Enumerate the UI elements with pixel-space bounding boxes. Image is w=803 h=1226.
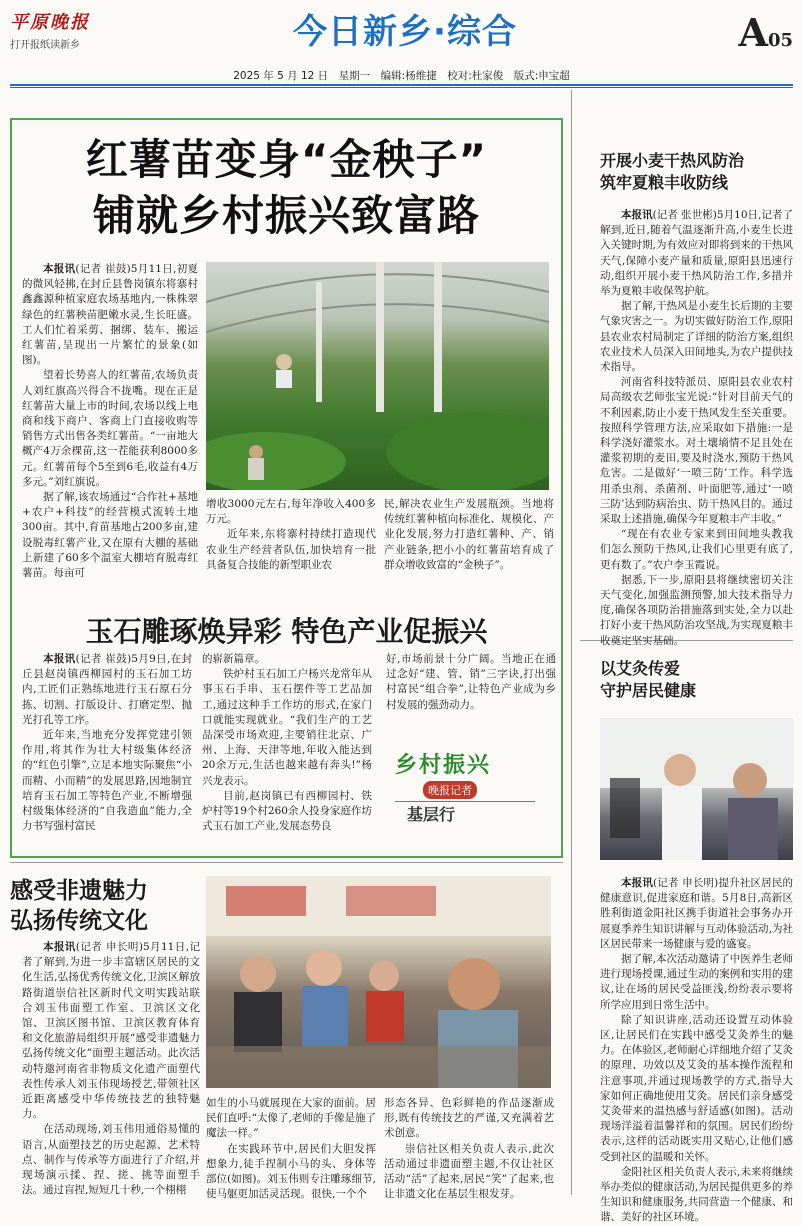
moxibustion-photo-illustration xyxy=(600,718,793,860)
byline: (记者 崔鼓) xyxy=(75,263,131,275)
paragraph: 5月9日,在封丘县赵岗镇西柳园村的玉石加工坊内,工匠们正熟练地进行玉石原石分拣、切割、打版设计、打磨定型、抛光打孔等工序。 xyxy=(22,653,193,726)
column-divider xyxy=(571,90,572,1195)
badge-tag: 晚报记者 xyxy=(423,781,477,799)
jade-story-col1 xyxy=(22,652,192,834)
paragraph: 增收3000元左右,每年净收入400多万元。 xyxy=(206,498,376,526)
dateline-tag: 本报讯 xyxy=(43,263,76,275)
newspaper-name: 平原晚报 xyxy=(10,12,90,33)
paragraph: 河南省科技特派员、原阳县农业农村局高级农艺师张宝光说:“针对目前天气的不利因素,防止小麦干热风发生至关重要。按照科学管理方法,应采取如下措施:一是科学浇好灌浆水。对土壤墒情不足且处在灌浆初期的麦田,要及时浇水,预防干热风危害。二是做好‘一喷三防’工作。科学选用杀虫剂、杀菌剂、叶面肥等,通过‘一喷三防’达到防病治虫、防干热风目的。通过采取上述措施,确保今年夏粮丰产丰收。” xyxy=(600,376,793,526)
paragraph: 据悉,下一步,原阳县将继续密切关注天气变化,加强监测预警,加大技术指导力度,确保各项防治措施落到实处,全力以赴打好小麦干热风防治攻坚战,为实现夏粮丰收奠定坚实基础。 xyxy=(600,573,793,647)
paragraph: 如生的小马就展现在大家的面前。居民们直呼:“太像了,老师的手像是施了魔法一样。” xyxy=(206,1097,376,1140)
heritage-story-col2 xyxy=(206,1096,376,1202)
dateline-tag: 本报讯 xyxy=(621,877,654,889)
page-letter: A xyxy=(738,10,768,55)
byline: (记者 申长明) xyxy=(75,941,143,953)
moxibustion-headline-line2: 守护居民健康 xyxy=(600,681,697,700)
heritage-story-col1 xyxy=(22,940,200,1198)
page-digits: 05 xyxy=(767,30,793,51)
paragraph: 金阳社区相关负责人表示,未来将继续举办类似的健康活动,为居民提供更多的养生知识和健康服务,共同营造一个健康、和谐、美好的社区环境。 xyxy=(600,1165,793,1224)
paragraph: 在实践环节中,居民们大胆发挥想象力,徒手捏制小马的头、身体等部位(如图)。刘玉伟则专注雕琢细节,使马躯更加活灵活现。很快,一个个 xyxy=(206,1142,376,1201)
greenhouse-photo xyxy=(206,262,549,490)
jade-headline: 玉石雕琢焕异彩 特色产业促振兴 xyxy=(85,615,488,648)
paragraph: 近年来,当地充分发挥党建引领作用,将其作为壮大村级集体经济的“红色引擎”,立足本地实际聚焦“小而精、小而精”的发展思路,因地制宜培育玉石加工等特色产业,不断增强村级集体经济的“自我造血”能力,全力书写强村富民 xyxy=(22,729,192,833)
masthead-logo xyxy=(10,8,160,51)
dateline-tag: 本报讯 xyxy=(43,941,76,953)
heritage-headline xyxy=(10,876,205,936)
paragraph: 望着长势喜人的红薯苗,农场负责人刘红旗高兴得合不拢嘴。现在正是红薯苗大量上市的时间,农场以线上电商和线下商户、客商上门直接收购等销售方式出售各类红薯苗。“一亩地大概产4万余棵苗,这一茬能获利8000多元。红薯苗每个5至到6毛,收益有4万多元。”刘红旗说。 xyxy=(22,369,198,488)
byline: (记者 崔鼓) xyxy=(75,653,132,665)
lead-headline-line1: 红薯苗变身“金秧子” xyxy=(85,135,488,184)
jade-story-col3 xyxy=(386,652,556,713)
dateline-tag: 本报讯 xyxy=(43,653,76,665)
heritage-story-col3 xyxy=(384,1096,554,1202)
dough-sculpture-photo xyxy=(206,876,551,1088)
paragraph: 据了解,干热风是小麦生长后期的主要气象灾害之一。为切实做好防治工作,原阳县农业农村局制定了详细的防治方案,组织农业技术人员深入田间地头,为农户提供技术指导。 xyxy=(600,300,793,374)
paragraph: 的崭新篇章。 xyxy=(202,653,265,665)
paragraph: 近年来,东将寨村持续打造现代农业生产经营者队伍,加快培育一批具备复合技能的新型职业农 xyxy=(206,528,376,571)
paragraph: 铁炉村玉石加工户杨兴龙常年从事玉石手串、玉石摆件等工艺品加工,通过这种手工作坊的形式,在家门口就能实现就业。“我们生产的工艺品深受市场欢迎,主要销往北京、广州、上海、天津等地,年收入能达到20余万元,生活也越来越有奔头!”杨兴龙表示。 xyxy=(202,668,372,787)
byline: (记者 申长明) xyxy=(653,877,719,889)
rural-revitalization-badge xyxy=(395,748,535,836)
header-rule xyxy=(10,84,793,86)
lead-headline-line2: 铺就乡村振兴致富路 xyxy=(92,191,480,240)
paragraph: “现在有农业专家来到田间地头教我们怎么预防干热风,让我们心里更有底了,更有数了。”农户李玉霞说。 xyxy=(600,528,793,571)
dateline: 2025 年 5 月 12 日 星期一 编辑:杨维捷 校对:杜家俊 版式:申宝超 xyxy=(233,70,570,82)
greenhouse-photo-illustration xyxy=(206,262,549,490)
heritage-headline-line1: 感受非遗魅力 xyxy=(10,878,148,904)
byline: (记者 张世彬) xyxy=(652,209,717,221)
lead-headline xyxy=(10,132,563,244)
header-rule-thin xyxy=(10,87,793,88)
paragraph: 除了知识讲座,活动还设置互动体验区,让居民们在实践中感受艾灸养生的魅力。在体验区,老师耐心详细地介绍了艾灸的原理、功效以及艾灸的基本操作流程和注意事项,并通过现场教学的方式,指导大家如何正确地使用艾灸。居民们亲身感受艾灸带来的温热感与舒适感(如图)。活动现场洋溢着温馨祥和的氛围。居民们纷纷表示,这样的活动既实用又贴心,让他们感受到社区的温暖和关怀。 xyxy=(600,1013,793,1163)
dough-sculpture-photo-illustration xyxy=(206,876,551,1088)
paragraph: 好,市场前景十分广阔。当地正在通过念好“建、管、销”三字诀,打出强村富民“组合拳”,让特色产业成为乡村发展的强劲动力。 xyxy=(386,653,556,711)
paragraph: 5月10日,记者了解到,近日,随着气温逐渐升高,小麦生长进入关键时期,为有效应对即将到来的干热风天气,保障小麦产量和质量,原阳县迅速行动,组织开展小麦干热风防治工作,多措并举为夏粮丰收保驾护航。 xyxy=(600,209,794,298)
lead-story-col2 xyxy=(206,497,376,573)
paragraph: 崇信社区相关负责人表示,此次活动通过非遗面塑主题,不仅让社区活动“活”了起来,居民“笑”了起来,也让非遗文化在基层生根发芽。 xyxy=(384,1142,554,1201)
section-title: 今日新乡·综合 xyxy=(293,12,517,52)
moxibustion-headline-line1: 以艾灸传爱 xyxy=(600,659,681,678)
paragraph: 在活动现场,刘玉伟用通俗易懂的语言,从面塑技艺的历史起源、艺术特点、制作与传承等方面进行了介绍,并现场演示揉、捏、搓、挑等面塑手法。通过盲捏,短短几十秒,一个栩栩 xyxy=(22,1123,200,1197)
moxibustion-story xyxy=(600,876,793,1226)
newspaper-slogan: 打开报纸读新乡 xyxy=(10,40,80,51)
badge-title: 乡村振兴 xyxy=(395,753,492,778)
moxibustion-photo xyxy=(600,718,793,860)
section-divider xyxy=(10,862,563,863)
wheat-headline-line1: 开展小麦干热风防治 xyxy=(600,151,745,170)
lead-story-col3 xyxy=(384,497,554,573)
paragraph: 5月11日,初夏的微风轻拂,在封丘县鲁岗镇东将寨村鑫鑫源种植家庭农场基地内,一株株翠绿色的红薯秧苗肥嫩水灵,生长旺盛。工人们忙着采剪、捆绑、装车、搬运红薯苗,呈现出一片繁忙的景象(如图)。 xyxy=(22,263,199,367)
paragraph: 5月11日,记者了解到,为进一步丰富辖区居民的文化生活,弘扬优秀传统文化,卫滨区解放路街道崇信社区新时代文明实践站联合刘玉伟面塑工作室、卫滨区文化馆、卫滨区图书馆、卫滨区教育体育和文化旅游局组织开展“感受非遗魅力 弘扬传统文化”面塑主题活动。此次活动特邀河南省非物质文化遗产面塑代表性传承人刘玉伟现场授艺,带领社区近距离感受中华传统技艺的独特魅力。 xyxy=(22,941,201,1121)
paragraph: 目前,赵岗镇已有西柳园村、铁炉村等19个村260余人投身家庭作坊式玉石加工产业,发展态势良 xyxy=(202,789,372,833)
wheat-headline-line2: 筑牢夏粮丰收防线 xyxy=(600,173,729,192)
paragraph: 据了解,该农场通过“合作社+基地+农户+科技”的经营模式流转土地300亩。其中,育苗基地占200多亩,建设脱毒红薯产业,又在原有大棚的基础上新建了60多个温室大棚培育脱毒红薯苗。每亩可 xyxy=(22,491,198,580)
paragraph: 提升社区居民的健康意识,促进家庭和谐。5月8日,高新区胜利街道金阳社区携手街道社会事务办开展夏季养生知识讲解与互动体验活动,为社区居民带来一场健康与爱的盛宴。 xyxy=(600,877,794,950)
paragraph: 据了解,本次活动邀请了中医养生老师进行现场授课,通过生动的案例和实用的建议,让在场的居民受益匪浅,纷纷表示要将所学应用到日常生活中。 xyxy=(600,953,793,1011)
paragraph: 形态各异、色彩鲜艳的作品逐渐成形,既有传统技艺的严谨,又充满着艺术创意。 xyxy=(384,1097,554,1140)
wheat-headline xyxy=(600,150,793,194)
paragraph: 民,解决农业生产发展瓶颈。当地将传统红薯种植向标准化、规模化、产业化发展,努力打造红薯种、产、销产业链条,把小小的红薯苗培育成了群众增收致富的“金秧子”。 xyxy=(384,498,554,571)
badge-subtitle: 基层行 xyxy=(395,801,535,825)
heritage-headline-line2: 弘扬传统文化 xyxy=(10,908,148,934)
dateline-tag: 本报讯 xyxy=(621,209,653,221)
jade-story-col2 xyxy=(202,652,372,834)
moxibustion-headline xyxy=(600,658,793,702)
lead-story-col1 xyxy=(22,262,198,581)
wheat-story xyxy=(600,208,793,649)
page-number xyxy=(738,10,793,55)
